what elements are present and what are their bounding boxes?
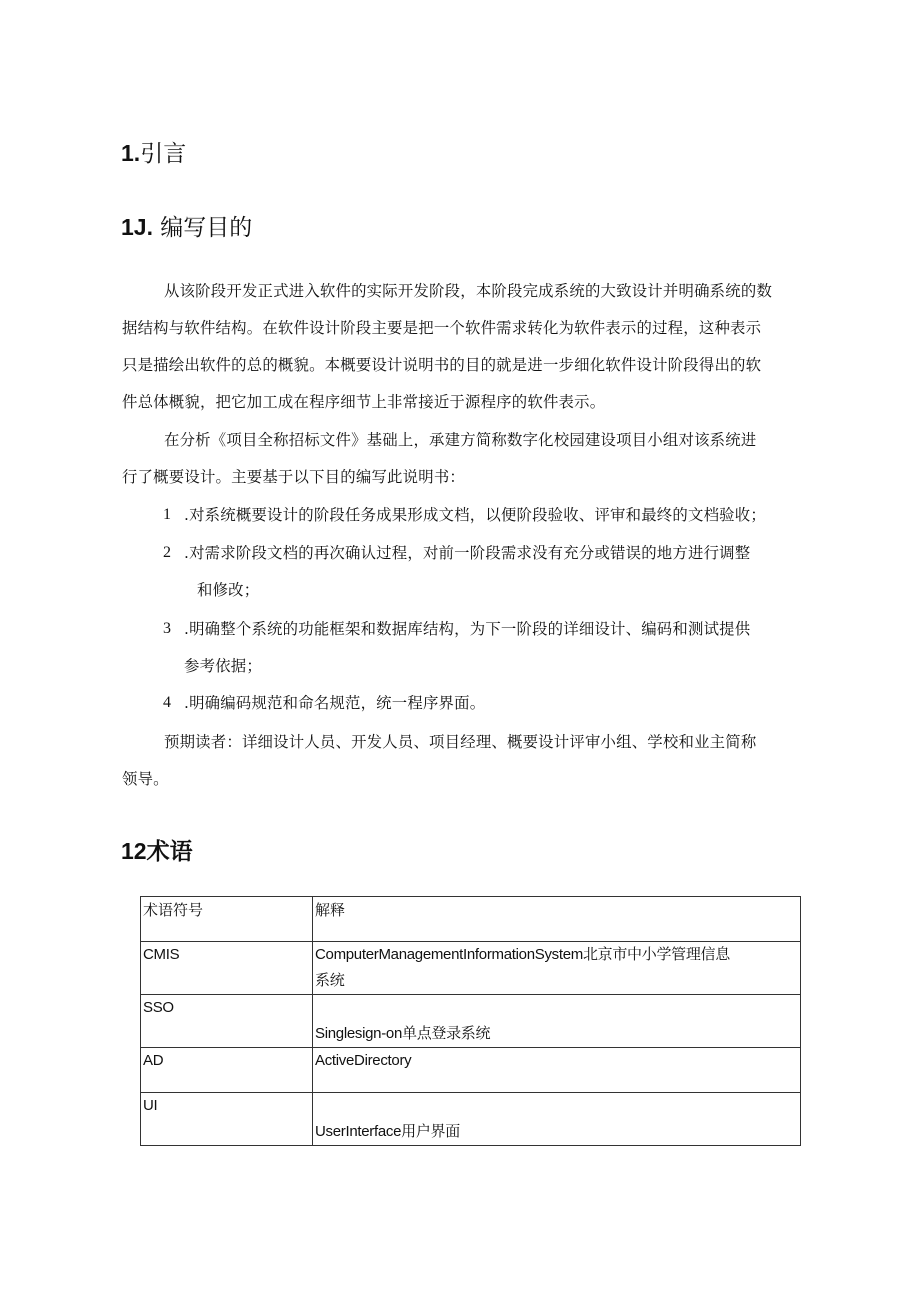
list-item-text: 参考依据； [184,657,262,675]
table-header-cell [313,897,801,942]
list-item-text: .明确整个系统的功能框架和数据库结构，为下一阶段的详细设计、编码和测试提供 [184,620,751,638]
header-desc: 解释 [315,901,346,919]
heading-introduction [121,138,186,169]
list-item-text: .对需求阶段文档的再次确认过程，对前一阶段需求没有充分或错误的地方进行调整 [184,544,751,562]
heading-title: 引言 [140,141,187,167]
paragraph-line: 件总体概貌，把它加工成在程序细节上非常接近于源程序的软件表示。 [122,393,606,411]
desc-line: Singlesign-on单点登录系统 [315,1025,491,1042]
header-term: 术语符号 [143,901,204,919]
table-cell-desc [313,995,801,1048]
paragraph-line: 从该阶段开发正式进入软件的实际开发阶段，本阶段完成系统的大致设计并明确系统的数 [164,282,773,300]
paragraph-line: 在分析《项目全称招标文件》基础上，承建方简称数字化校园建设项目小组对该系统进 [164,431,757,449]
table-row [141,1093,801,1146]
list-item-text: .对系统概要设计的阶段任务成果形成文档，以便阶段验收、评审和最终的文档验收； [184,506,766,524]
term-value: CMIS [143,946,180,963]
desc-line: ComputerManagementInformationSystem北京市中小学管理信息 [315,946,730,963]
paragraph-line: 行了概要设计。主要基于以下目的编写此说明书： [122,468,465,486]
list-item-number: 3 [163,620,171,637]
term-value: SSO [143,999,174,1016]
paragraph-line: 据结构与软件结构。在软件设计阶段主要是把一个软件需求转化为软件表示的过程，这种表示 [122,319,762,337]
table-cell-term [141,1093,313,1146]
paragraph-line: 领导。 [122,770,169,788]
desc-line [315,1093,798,1119]
list-item-text: .明确编码规范和命名规范，统一程序界面。 [184,694,486,712]
paragraph-line: 只是描绘出软件的总的概貌。本概要设计说明书的目的就是进一步细化软件设计阶段得出的软 [122,356,762,374]
desc-line [315,995,798,1021]
terms-table [140,896,801,1146]
table-cell-desc [313,942,801,995]
heading-title: 编写目的 [160,215,253,241]
table-cell-desc [313,1048,801,1093]
heading-terms [121,836,193,867]
list-item-number: 1 [163,506,171,523]
list-item-text: 和修改； [197,581,260,599]
desc-line: ActiveDirectory [315,1052,412,1069]
table-header-row [141,897,801,942]
paragraph-line: 预期读者：详细设计人员、开发人员、项目经理、概要设计评审小组、学校和业主简称 [164,733,757,751]
table-header-cell [141,897,313,942]
heading-number: 1J. [121,214,153,240]
table-cell-term [141,1048,313,1093]
table-row [141,942,801,995]
table-cell-desc [313,1093,801,1146]
list-item-number: 2 [163,544,171,561]
desc-line: 系统 [315,972,345,989]
term-value: UI [143,1097,158,1114]
desc-line: UserInterface用户界面 [315,1123,460,1140]
table-row [141,995,801,1048]
term-value: AD [143,1052,164,1069]
heading-number: 12 [121,838,147,864]
heading-title: 术语 [146,839,193,865]
list-item-number: 4 [163,694,171,711]
table-cell-term [141,942,313,995]
heading-number: 1. [121,140,141,166]
heading-purpose [121,212,252,243]
table-cell-term [141,995,313,1048]
table-row [141,1048,801,1093]
